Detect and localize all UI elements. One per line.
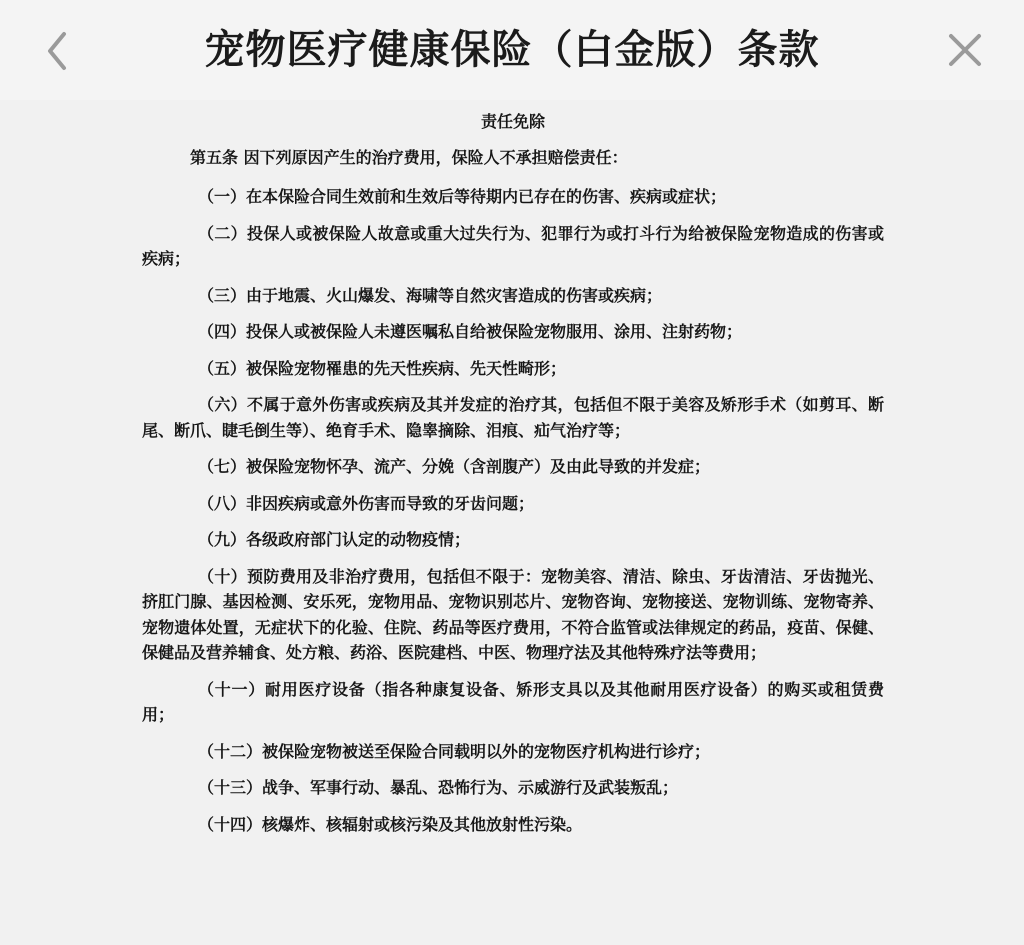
clause-9: （九）各级政府部门认定的动物疫情； xyxy=(198,530,471,549)
document-page xyxy=(142,110,884,848)
close-button[interactable] xyxy=(942,27,988,73)
clause-13: （十三）战争、军事行动、暴乱、恐怖行为、示威游行及武装叛乱； xyxy=(198,778,679,797)
clause-6: （六）不属于意外伤害或疾病及其并发症的治疗其，包括但不限于美容及矫形手术（如剪耳、断尾、断爪、睫毛倒生等）、绝育手术、隐睾摘除、泪痕、疝气治疗等； xyxy=(142,395,884,440)
clause-1: （一）在本保险合同生效前和生效后等待期内已存在的伤害、疾病或症状； xyxy=(198,187,727,206)
document-scroll-area[interactable] xyxy=(0,100,1024,945)
clause-11: （十一）耐用医疗设备（指各种康复设备、矫形支具以及其他耐用医疗设备）的购买或租赁费用； xyxy=(142,679,884,724)
clause-8: （八）非因疾病或意外伤害而导致的牙齿问题； xyxy=(198,493,535,513)
article-intro: 第五条 因下列原因产生的治疗费用，保险人不承担赔偿责任： xyxy=(190,148,628,167)
clause-2: （二）投保人或被保险人故意或重大过失行为、犯罪行为或打斗行为给被保险宠物造成的伤害或疾病； xyxy=(142,223,884,268)
page-title: 宠物医疗健康保险（白金版）条款 xyxy=(204,27,820,73)
clause-14: （十四）核爆炸、核辐射或核污染及其他放射性污染。 xyxy=(198,814,583,834)
clause-7: （七）被保险宠物怀孕、流产、分娩（含剖腹产）及由此导致的并发症； xyxy=(198,457,711,476)
chevron-left-icon xyxy=(42,28,72,74)
clause-4: （四）投保人或被保险人未遵医嘱私自给被保险宠物服用、涂用、注射药物； xyxy=(198,322,743,341)
back-button[interactable] xyxy=(34,28,80,74)
close-icon xyxy=(945,30,985,70)
clause-5: （五）被保险宠物罹患的先天性疾病、先天性畸形； xyxy=(198,358,567,378)
top-bar xyxy=(0,0,1024,100)
section-heading: 责任免除 xyxy=(480,112,545,131)
clause-3: （三）由于地震、火山爆发、海啸等自然灾害造成的伤害或疾病； xyxy=(198,285,663,305)
clause-12: （十二）被保险宠物被送至保险合同载明以外的宠物医疗机构进行诊疗； xyxy=(198,741,711,761)
clause-10: （十）预防费用及非治疗费用，包括但不限于：宠物美容、清洁、除虫、牙齿清洁、牙齿抛光、挤肛门腺、基因检测、安乐死，宠物用品、宠物识别芯片、宠物咨询、宠物接送、宠物训练、宠物寄养、宠物遗体处置，无症状下的化验、住院、药品等医疗费用，不符合监管或法律规定的药品，疫苗、保健、保健品及营养辅食、处方粮、药浴、医院建档、中医、物理疗法及其他特殊疗法等费用； xyxy=(142,566,884,662)
